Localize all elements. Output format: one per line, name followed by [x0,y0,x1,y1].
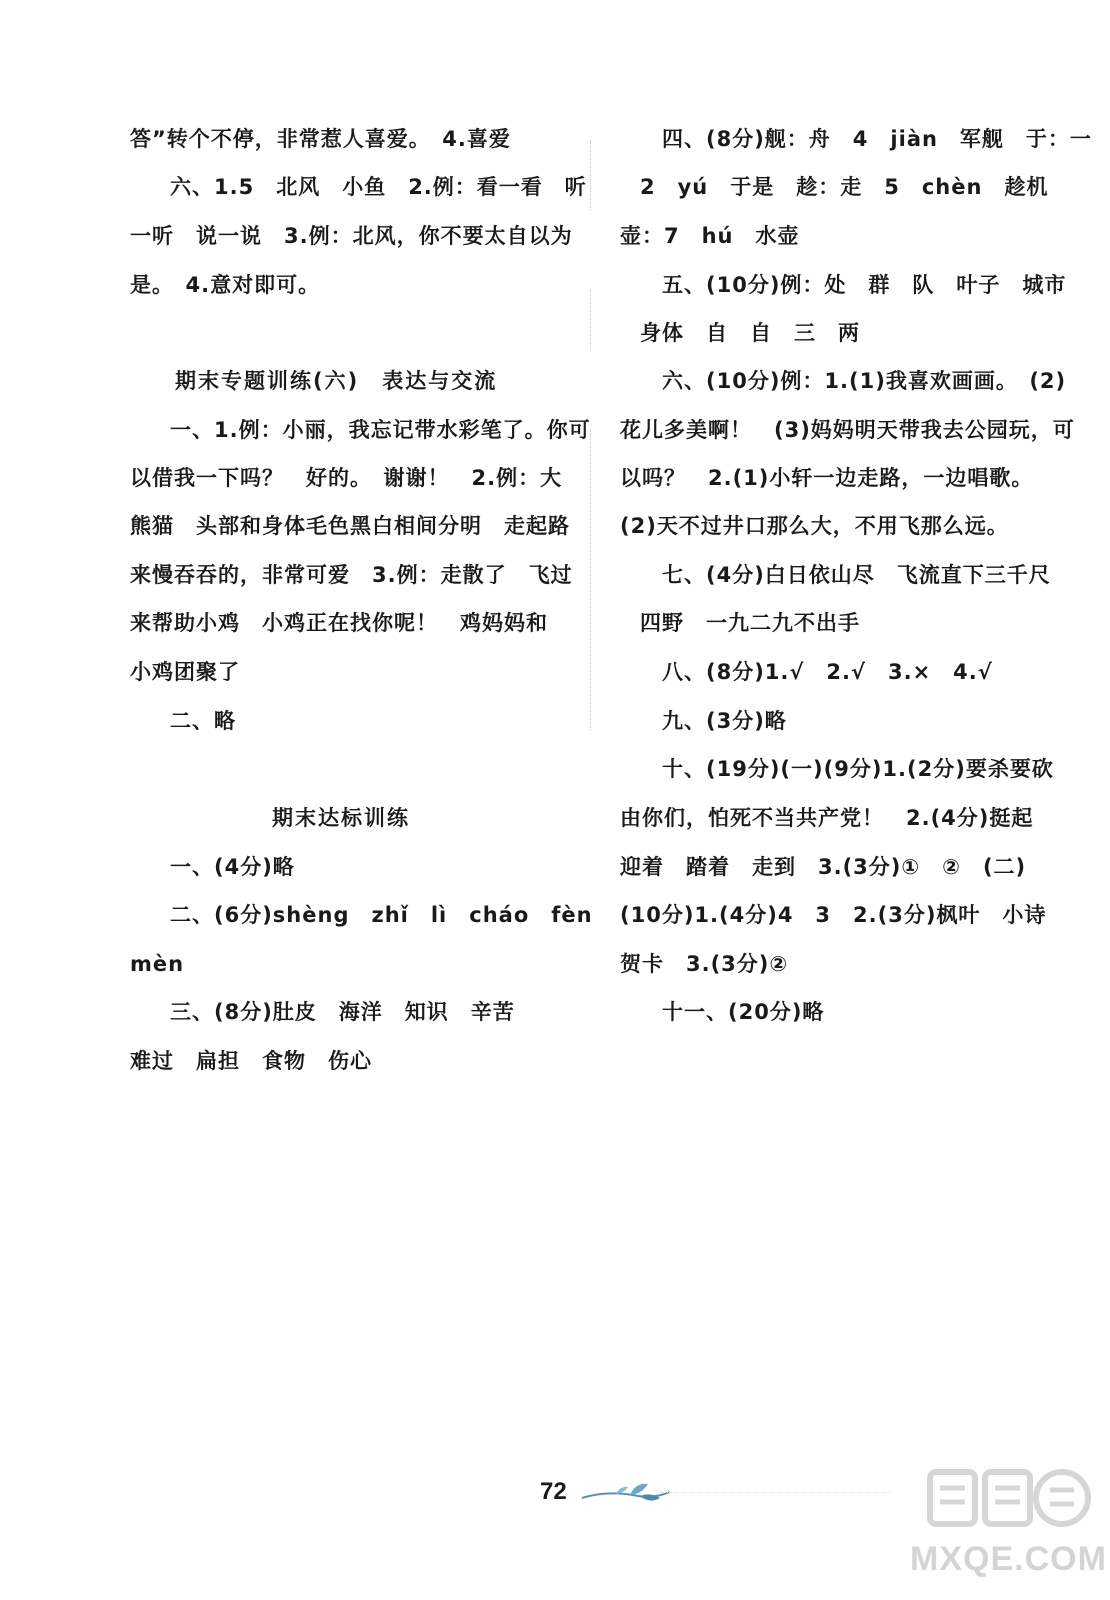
answer-line: 三、(8分)肚皮 海洋 知识 辛苦 [170,1000,515,1024]
answer-line: 一、1.例：小丽，我忘记带水彩笔了。你可 [170,418,591,442]
answer-line: 四、(8分)舰：舟 4 jiàn 军舰 于：一 [662,127,1092,151]
answer-line: mèn [130,952,185,976]
answer-line: 小鸡团聚了 [130,660,240,684]
answer-line: 二、(6分)shèng zhǐ lì cháo fèn [170,903,593,927]
section-title: 期末专题训练(六) 表达与交流 [175,369,498,393]
answer-line: 六、(10分)例：1.(1)我喜欢画画。 (2) [662,369,1067,393]
answer-line: 难过 扁担 食物 伤心 [130,1049,372,1073]
footer-rule [660,1492,890,1493]
answer-line: 熊猫 头部和身体毛色黑白相间分明 走起路 [130,514,570,538]
page-number: 72 [540,1478,567,1505]
answer-line: (2)天不过井口那么大，不用飞那么远。 [620,514,1009,538]
answer-line: 迎着 踏着 走到 3.(3分)① ② (二) [620,855,1027,879]
answer-line: 十一、(20分)略 [662,1000,825,1024]
answer-line: 是。 4.意对即可。 [130,273,321,297]
answer-line: 2 yú 于是 趁：走 5 chèn 趁机 [640,175,1049,199]
answer-line: 二、略 [170,709,236,733]
answer-line: 由你们，怕死不当共产党！ 2.(4分)挺起 [620,806,1034,830]
answer-line: 来帮助小鸡 小鸡正在找你呢！ 鸡妈妈和 [130,611,548,635]
answer-line: 九、(3分)略 [662,709,787,733]
answer-line: 一听 说一说 3.例：北风，你不要太自以为 [130,224,573,248]
answer-line: 十、(19分)(一)(9分)1.(2分)要杀要砍 [662,757,1054,781]
answer-line: 花儿多美啊！ (3)妈妈明天带我去公园玩，可 [620,418,1075,442]
answer-line: 贺卡 3.(3分)② [620,952,789,976]
answer-line: 六、1.5 北风 小鱼 2.例：看一看 听 [170,175,587,199]
answer-line: 五、(10分)例：处 群 队 叶子 城市 [662,273,1067,297]
column-divider [590,430,591,730]
answer-line: 一、(4分)略 [170,855,295,879]
answer-line: 八、(8分)1.√ 2.√ 3.× 4.√ [662,660,993,684]
answer-line: 七、(4分)白日依山尽 飞流直下三千尺 [662,563,1051,587]
column-divider [590,140,591,210]
watermark [890,1458,1107,1588]
column-divider [590,290,591,350]
watermark-text: MXQE.COM [910,1540,1107,1578]
answer-line: 以吗？ 2.(1)小轩一边走路，一边唱歌。 [620,466,1034,490]
answer-line: 来慢吞吞的，非常可爱 3.例：走散了 飞过 [130,563,573,587]
leaf-ornament-icon [578,1478,678,1508]
answer-line: 壶：7 hú 水壶 [620,224,800,248]
answer-line: (10分)1.(4分)4 3 2.(3分)枫叶 小诗 [620,903,1047,927]
answer-line: 答”转个不停，非常惹人喜爱。 4.喜爱 [130,127,511,151]
section-title: 期末达标训练 [272,806,410,830]
answer-line: 身体 自 自 三 两 [640,321,860,345]
answer-line: 四野 一九二九不出手 [640,611,860,635]
answer-line: 以借我一下吗？ 好的。 谢谢！ 2.例：大 [130,466,563,490]
